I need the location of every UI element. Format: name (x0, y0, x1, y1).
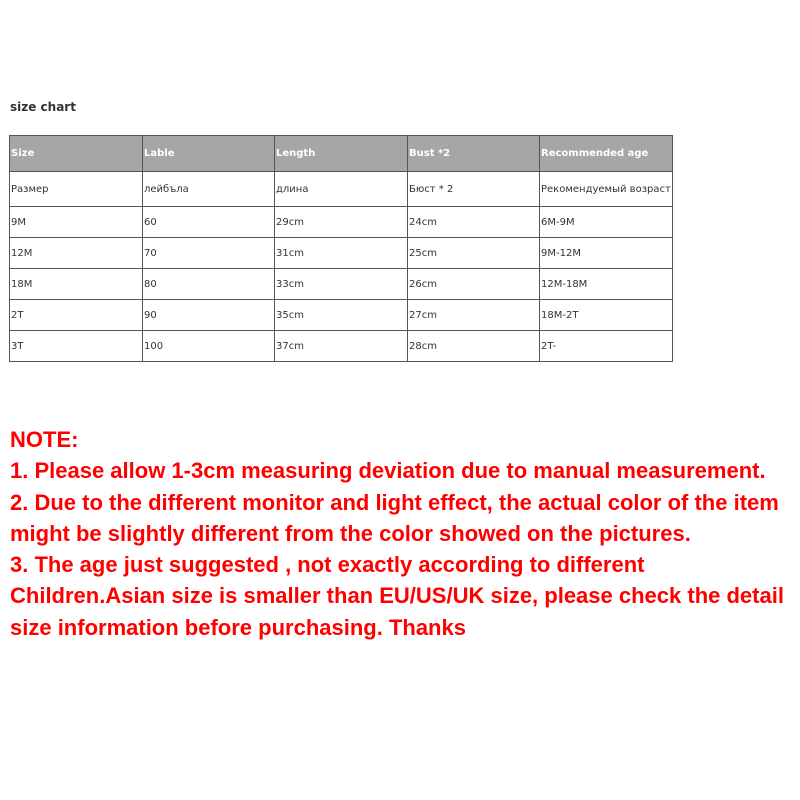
table-cell: Размер (10, 172, 143, 207)
table-cell: 80 (143, 269, 275, 300)
table-cell: 12M (10, 238, 143, 269)
table-row (10, 300, 673, 331)
table-cell: 25cm (408, 238, 540, 269)
table-cell: 9M-12M (540, 238, 673, 269)
header-recommended-age: Recommended age (540, 136, 673, 172)
table-row (10, 331, 673, 362)
header-length: Length (275, 136, 408, 172)
note-item-2: 2. Due to the different monitor and light effect, the actual color of the item might be slightly different from the color showed on the pictures. (10, 489, 779, 546)
table-row (10, 207, 673, 238)
table-cell: 18M-2T (540, 300, 673, 331)
table-cell: 60 (143, 207, 275, 238)
table-row-russian-headers (10, 172, 673, 207)
size-chart-table (9, 135, 673, 362)
note-heading: NOTE: (10, 427, 79, 452)
table-row (10, 269, 673, 300)
table-cell: 24cm (408, 207, 540, 238)
table-cell: Бюст * 2 (408, 172, 540, 207)
header-bust: Bust *2 (408, 136, 540, 172)
note-item-1: 1. Please allow 1-3cm measuring deviation due to manual measurement. (10, 458, 766, 484)
table-cell: 35cm (275, 300, 408, 331)
table-cell: 31cm (275, 238, 408, 269)
table-cell: 12M-18M (540, 269, 673, 300)
table-cell: 29cm (275, 207, 408, 238)
table-cell: 70 (143, 238, 275, 269)
table-cell: 18M (10, 269, 143, 300)
table-cell: 90 (143, 300, 275, 331)
table-cell: 33cm (275, 269, 408, 300)
table-cell: 28cm (408, 331, 540, 362)
page-title: size chart (10, 100, 76, 114)
note-item-3: 3. The age just suggested , not exactly according to different Children.Asian size is smaller than EU/US/UK size, please check the detail size information before purchasing. Thanks (10, 552, 784, 640)
table-cell: лейбъла (143, 172, 275, 207)
table-cell: 26cm (408, 269, 540, 300)
header-size: Size (10, 136, 143, 172)
table-cell: 6M-9M (540, 207, 673, 238)
table-header-row (10, 136, 673, 172)
table-cell: 3T (10, 331, 143, 362)
table-cell: длина (275, 172, 408, 207)
table-row (10, 238, 673, 269)
table-cell: 2T (10, 300, 143, 331)
table-cell: 9M (10, 207, 143, 238)
header-label: Lable (143, 136, 275, 172)
table-cell: Рекомендуемый возраст (540, 172, 673, 207)
table-cell: 27cm (408, 300, 540, 331)
note-section (10, 424, 790, 643)
table-cell: 100 (143, 331, 275, 362)
table-cell: 37cm (275, 331, 408, 362)
table-cell: 2T- (540, 331, 673, 362)
